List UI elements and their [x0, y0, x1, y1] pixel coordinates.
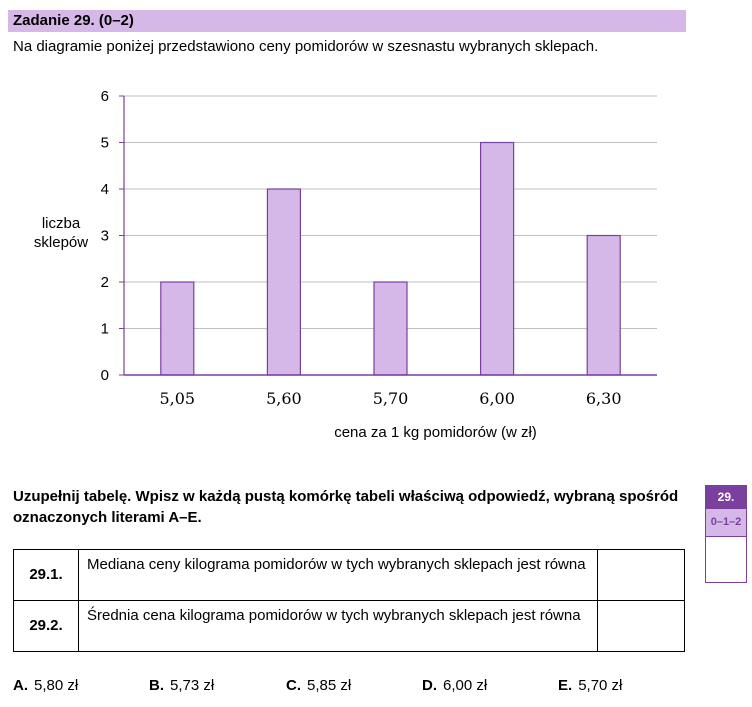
x-tick-label: 5,05: [159, 389, 196, 408]
y-tick-label: 6: [100, 88, 109, 105]
answer-cell[interactable]: [598, 601, 685, 652]
task-intro: Na diagramie poniżej przedstawiono ceny pomidorów w szesnastu wybranych sklepach.: [13, 38, 599, 55]
option-letter: D.: [422, 677, 437, 694]
row-question: Średnia cena kilograma pomidorów w tych wybranych sklepach jest równa: [79, 601, 598, 652]
option-d: [422, 676, 487, 696]
answer-table: [13, 549, 685, 652]
option-letter: E.: [558, 677, 573, 694]
score-task-number: 29.: [706, 486, 746, 508]
bar: [267, 189, 300, 375]
score-range: 0–1–2: [706, 508, 746, 537]
score-box: [705, 485, 747, 583]
option-letter: A.: [13, 677, 28, 694]
option-e: [558, 676, 622, 696]
bar: [587, 236, 620, 376]
y-tick-label: 5: [100, 134, 109, 152]
option-value: 5,70 zł: [578, 677, 623, 694]
answer-cell[interactable]: [598, 550, 685, 601]
bar: [161, 282, 194, 375]
bar: [481, 143, 514, 376]
option-value: 5,73 zł: [170, 677, 215, 694]
bar-chart: [0, 80, 700, 450]
y-tick-label: 2: [100, 274, 109, 291]
option-letter: C.: [286, 677, 301, 694]
row-number: 29.2.: [14, 601, 79, 652]
row-number: 29.1.: [14, 550, 79, 601]
y-tick-label: 1: [100, 320, 109, 338]
x-tick-label: 6,00: [479, 389, 515, 408]
option-value: 6,00 zł: [443, 677, 488, 694]
y-tick-label: 0: [100, 367, 109, 384]
option-a: [13, 676, 78, 696]
table-row: [14, 601, 685, 652]
option-value: 5,85 zł: [307, 677, 352, 694]
option-c: [286, 676, 351, 696]
x-tick-label: 5,60: [266, 389, 302, 408]
x-tick-label: 6,30: [585, 389, 622, 408]
y-axis-label-line1: liczba: [41, 215, 81, 232]
task-title: Zadanie 29. (0–2): [13, 12, 134, 29]
y-axis-label-line2: sklepów: [33, 234, 89, 251]
row-question: Mediana ceny kilograma pomidorów w tych wybranych sklepach jest równa: [79, 550, 598, 601]
x-tick-label: 5,70: [372, 389, 409, 408]
option-b: [149, 676, 214, 696]
option-value: 5,80 zł: [34, 677, 79, 694]
x-axis-label: cena za 1 kg pomidorów (w zł): [334, 424, 537, 441]
y-tick-label: 3: [100, 227, 109, 245]
table-row: [14, 550, 685, 601]
instruction-text: Uzupełnij tabelę. Wpisz w każdą pustą komórkę tabeli właściwą odpowiedź, wybraną spośród oznaczonych literami A–E.: [13, 488, 679, 526]
option-letter: B.: [149, 677, 164, 694]
score-blank-cell[interactable]: [706, 537, 746, 582]
bar: [374, 282, 407, 375]
y-tick-label: 4: [100, 181, 109, 198]
